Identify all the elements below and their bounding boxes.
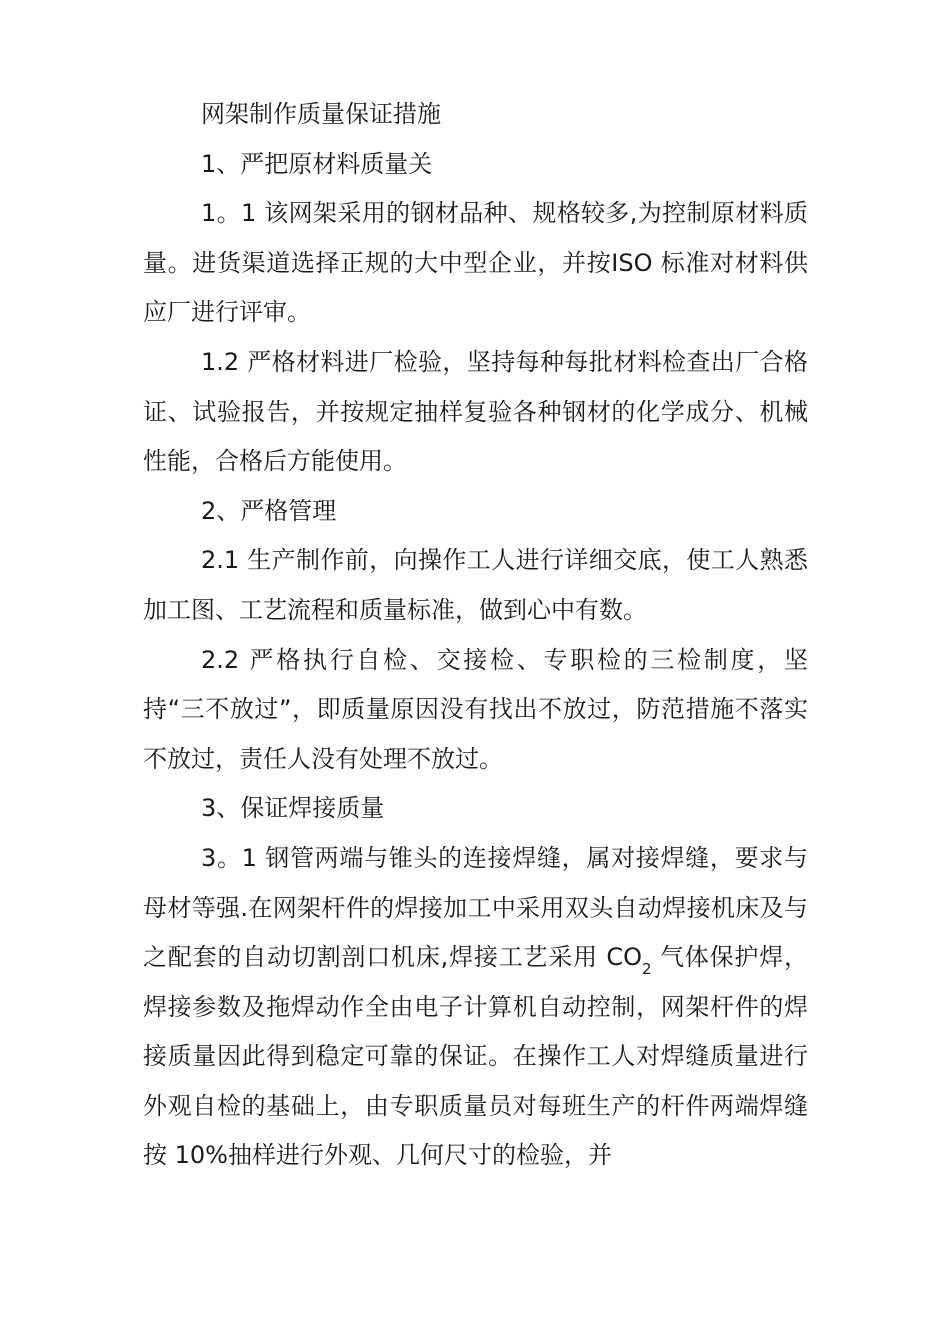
section-3-heading: 3、保证焊接质量 — [201, 794, 385, 823]
co2-subscript: 2 — [642, 960, 652, 979]
paragraph-3-1 — [143, 834, 808, 1181]
paragraph-1-1: 1。1 该网架采用的钢材品种、规格较多,为控制原材料质量。进货渠道选择正规的大中型企业，并按ISO 标准对材料供应厂进行评审。 — [143, 199, 808, 327]
section-1-heading: 1、严把原材料质量关 — [201, 149, 433, 178]
paragraph-2-2: 2.2 严格执行自检、交接检、专职检的三检制度，坚持“三不放过”，即质量原因没有找出不放过，防范措施不落实不放过，责任人没有处理不放过。 — [143, 645, 808, 773]
paragraph-3-1-part-b: 气体保护焊，焊接参数及拖焊动作全由电子计算机自动控制，网架杆件的焊接质量因此得到稳定可靠的保证。在操作工人对焊缝质量进行外观自检的基础上，由专职质量员对每班生产的杆件两端焊缝按 10%抽样进行外观、几何尺寸的检验，并 — [143, 943, 809, 1170]
paragraph-2-1: 2.1 生产制作前，向操作工人进行详细交底，使工人熟悉加工图、工艺流程和质量标准，做到心中有数。 — [143, 546, 808, 624]
paragraph-1-2: 1.2 严格材料进厂检验，坚持每种每批材料检查出厂合格证、试验报告，并按规定抽样复验各种钢材的化学成分、机械性能，合格后方能使用。 — [143, 347, 808, 476]
document-body — [143, 90, 808, 1181]
section-2-heading: 2、严格管理 — [201, 496, 337, 525]
document-title: 网架制作质量保证措施 — [201, 100, 441, 128]
paragraph-3-1-part-a: 3。1 钢管两端与锥头的连接焊缝，属对接焊缝，要求与母材等强.在网架杆件的焊接加工中采用双头自动焊接机床及与之配套的自动切割剖口机床,焊接工艺采用 CO — [143, 843, 808, 972]
